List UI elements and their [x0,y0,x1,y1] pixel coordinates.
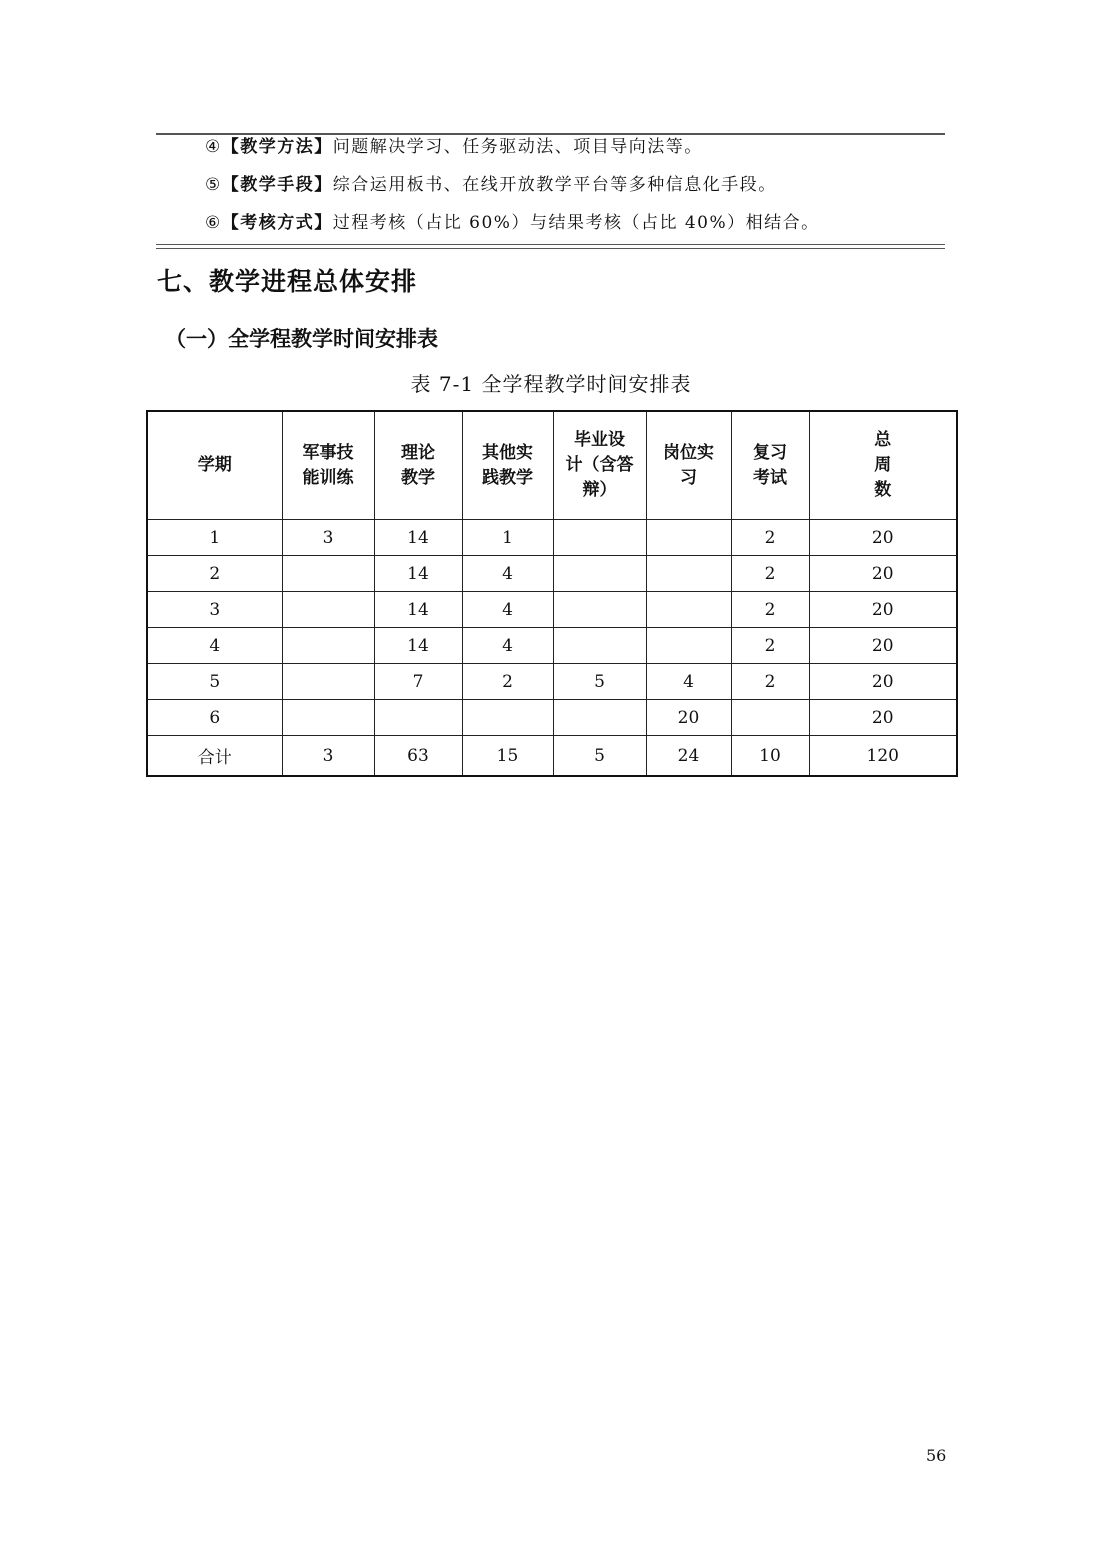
table-cell: 4 [462,628,553,664]
item-marker: ⑤ [205,175,222,195]
table-cell [553,628,646,664]
table-cell: 20 [809,664,957,700]
table-cell: 2 [731,520,809,556]
header-row [147,411,957,520]
column-header-label: 毕业设 计（含答 辩） [565,430,634,500]
total-row [147,736,957,777]
column-header-label: 军事技 能训练 [302,442,354,488]
table-row [147,592,957,628]
table-cell [553,520,646,556]
table-row [147,628,957,664]
table-cell: 14 [374,520,462,556]
item-text: 问题解决学习、任务驱动法、项目导向法等。 [332,137,703,157]
table-cell: 14 [374,592,462,628]
table-cell: 2 [731,628,809,664]
table-cell: 2 [147,556,282,592]
table-cell: 1 [462,520,553,556]
table-cell: 20 [809,556,957,592]
table-cell: 4 [462,592,553,628]
total-cell: 合计 [147,736,282,777]
table-cell [282,592,374,628]
item-text: 过程考核（占比 60%）与结果考核（占比 40%）相结合。 [332,213,820,233]
column-header-label: 总 周 数 [874,430,892,500]
total-cell: 5 [553,736,646,777]
table-cell [646,556,731,592]
total-cell: 63 [374,736,462,777]
column-header-label: 理论 教学 [401,442,435,488]
column-header [147,411,282,520]
column-header-label: 岗位实 习 [663,442,714,488]
table-cell: 20 [809,628,957,664]
table-cell: 20 [809,520,957,556]
item-tag: 【考核方式】 [221,213,333,233]
item-marker: ④ [205,137,222,157]
column-header-label: 复习 考试 [753,442,787,488]
table-cell [553,556,646,592]
table-cell: 14 [374,556,462,592]
course-item-method [205,135,703,159]
table-cell: 1 [147,520,282,556]
table-cell: 3 [147,592,282,628]
column-header-label: 其他实 践教学 [482,442,533,488]
table-cell [462,700,553,736]
table-cell: 5 [147,664,282,700]
column-header [731,411,809,520]
bottom-rule-2 [156,248,945,249]
column-header [374,411,462,520]
total-cell: 24 [646,736,731,777]
column-header [553,411,646,520]
page-number: 56 [926,1446,947,1465]
table-row [147,520,957,556]
table-cell [731,700,809,736]
table-cell: 5 [553,664,646,700]
item-tag: 【教学方法】 [221,137,333,157]
table-caption: 表 7-1 全学程教学时间安排表 [410,372,692,396]
table-cell [282,664,374,700]
column-header-label: 学期 [197,455,232,475]
item-tag: 【教学手段】 [221,175,333,195]
table-cell: 20 [809,700,957,736]
table-cell [282,628,374,664]
column-header [462,411,553,520]
course-item-assessment [205,211,820,235]
table-cell [646,628,731,664]
table-cell: 2 [731,664,809,700]
course-item-means [205,173,777,197]
section-title: 七、教学进程总体安排 [157,267,418,296]
table-cell: 14 [374,628,462,664]
total-cell: 15 [462,736,553,777]
table-cell: 3 [282,520,374,556]
table-cell: 4 [646,664,731,700]
bottom-rule-1 [156,244,945,245]
table-row [147,664,957,700]
table-cell [646,592,731,628]
column-header [646,411,731,520]
table-cell: 20 [646,700,731,736]
subsection-title: （一）全学程教学时间安排表 [165,327,438,351]
table-cell [282,556,374,592]
table-cell [553,592,646,628]
table-cell [282,700,374,736]
column-header [809,411,957,520]
table-cell [553,700,646,736]
table-cell: 2 [731,592,809,628]
table-cell: 7 [374,664,462,700]
item-marker: ⑥ [205,213,222,233]
table-row [147,700,957,736]
table-cell: 2 [731,556,809,592]
table-row [147,556,957,592]
table-cell: 4 [147,628,282,664]
schedule-table [146,410,958,777]
total-cell: 120 [809,736,957,777]
table-cell: 6 [147,700,282,736]
total-cell: 10 [731,736,809,777]
table-cell: 20 [809,592,957,628]
table-cell [646,520,731,556]
table-cell: 4 [462,556,553,592]
table-cell [374,700,462,736]
table-cell: 2 [462,664,553,700]
column-header [282,411,374,520]
item-text: 综合运用板书、在线开放教学平台等多种信息化手段。 [332,175,777,195]
total-cell: 3 [282,736,374,777]
